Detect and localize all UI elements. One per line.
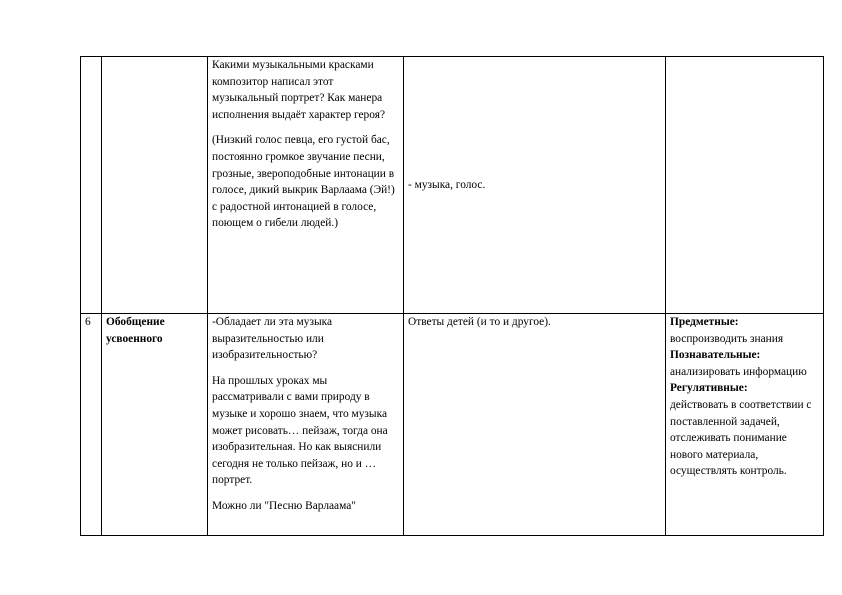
uud-subject-text: воспроизводить знания [670,332,784,345]
cell-stage [102,57,208,314]
teacher-question: Какими музыкальными красками композитор написал этот музыкальный портрет? Как манера исполнения выдаёт характер героя? [212,59,386,121]
pupil-answer: - музыка, голос. [408,179,486,191]
stage-title: Обобщение усвоенного [106,316,165,345]
teacher-explanation: На прошлых уроках мы рассматривали с вами природу в музыке и хорошо знаем, что музыка может рисовать… пейзаж, тогда она изобразительная. Но как выяснили сегодня не только пейзаж, но и … портрет. [212,374,388,487]
cell-uud [666,314,824,536]
cell-pupil-activity [404,57,666,314]
uud-cognitive-label: Познавательные: [670,349,761,362]
cell-pupil-activity [404,314,666,536]
cell-teacher-activity [208,314,404,536]
teacher-question: -Обладает ли эта музыка выразительностью или изобразительностью? [212,316,333,362]
uud-subject-label: Предметные: [670,316,739,328]
table-row [81,57,824,314]
cell-number [81,57,102,314]
uud-regulatory-text: действовать в соответствии с поставленной задачей, отслеживать понимание нового материала, осуществлять контроль. [670,398,812,478]
teacher-question-continued: Можно ли "Песню Варлаама" [212,499,356,512]
uud-cognitive-text: анализировать информацию [670,365,807,378]
lesson-plan-table [80,56,824,536]
table-row [81,314,824,536]
uud-regulatory-label: Регулятивные: [670,382,748,395]
cell-number [81,314,102,536]
teacher-answer-hint: (Низкий голос певца, его густой бас, постоянно громкое звучание песни, грозные, звероподобные интонации в голосе, дикий выкрик Варлаама (Эй!) с радостной интонацией в голосе, поющем о гибели людей.) [212,134,395,230]
cell-stage [102,314,208,536]
cell-uud [666,57,824,314]
cell-teacher-activity [208,57,404,314]
row-number: 6 [85,316,91,328]
pupil-answer: Ответы детей (и то и другое). [408,316,551,328]
